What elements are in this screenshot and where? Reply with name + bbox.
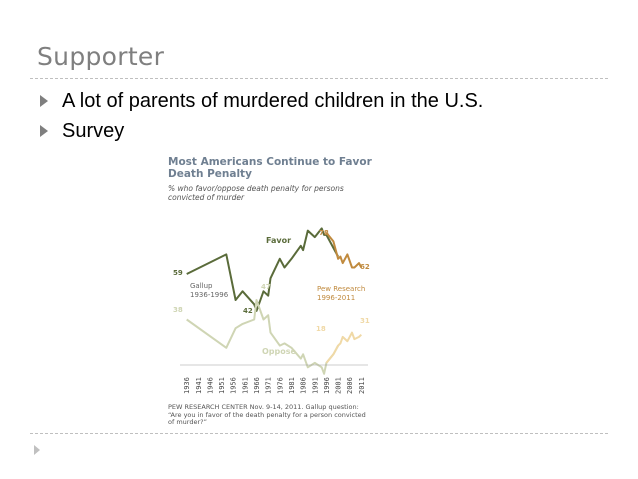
pew-label: Pew Research bbox=[317, 285, 366, 293]
x-tick-label: 1961 bbox=[241, 377, 250, 394]
x-tick-label: 1941 bbox=[194, 377, 203, 394]
series-line-4 bbox=[326, 333, 361, 363]
footer-divider bbox=[30, 433, 608, 434]
oppose-high-value: 47 bbox=[261, 283, 271, 291]
footer-arrow-icon bbox=[34, 445, 40, 455]
x-tick-label: 1946 bbox=[206, 377, 215, 394]
x-tick-label: 2001 bbox=[334, 377, 343, 394]
x-tick-label: 2006 bbox=[346, 377, 355, 394]
slide-title: Supporter bbox=[37, 42, 165, 71]
source-note-line: PEW RESEARCH CENTER Nov. 9-14, 2011. Gallup question: bbox=[168, 403, 359, 411]
favor-end-value: 62 bbox=[360, 263, 370, 271]
death-penalty-chart bbox=[168, 222, 380, 404]
figure-title-line1: Most Americans Continue to Favor bbox=[168, 156, 372, 168]
bullet-arrow-icon bbox=[40, 125, 48, 137]
title-divider bbox=[30, 78, 608, 79]
survey-figure bbox=[168, 156, 380, 432]
x-tick-label: 1956 bbox=[229, 377, 238, 394]
oppose-end-value: 31 bbox=[360, 317, 370, 325]
bullet-text: Survey bbox=[62, 119, 125, 142]
x-tick-label: 1971 bbox=[264, 377, 273, 394]
favor-label: Favor bbox=[266, 236, 292, 245]
figure-title-line2: Death Penalty bbox=[168, 168, 252, 180]
series-line-2 bbox=[187, 300, 338, 374]
pew-years-label: 1996-2011 bbox=[317, 294, 356, 302]
x-tick-label: 1976 bbox=[276, 377, 285, 394]
figure-subtitle: % who favor/oppose death penalty for persons convicted of murder bbox=[168, 184, 344, 202]
source-note-line: of murder?” bbox=[168, 418, 207, 426]
x-tick-label: 1991 bbox=[311, 377, 320, 394]
oppose-label: Oppose bbox=[262, 347, 296, 356]
figure-source-note bbox=[168, 404, 378, 427]
bullet-item bbox=[37, 116, 617, 146]
gallup-label: Gallup bbox=[190, 282, 213, 290]
gallup-years-label: 1936-1996 bbox=[190, 291, 229, 299]
favor-start-value: 59 bbox=[173, 269, 183, 277]
x-tick-label: 1936 bbox=[183, 377, 192, 394]
x-tick-label: 1981 bbox=[288, 377, 296, 394]
x-tick-label: 2011 bbox=[357, 377, 366, 394]
x-tick-label: 1986 bbox=[299, 377, 308, 394]
favor-low-value: 42 bbox=[243, 307, 253, 315]
oppose-start-value: 38 bbox=[173, 306, 183, 314]
oppose-low-value: 18 bbox=[316, 325, 326, 333]
source-note-line: “Are you in favor of the death penalty for a person convicted bbox=[168, 410, 366, 419]
figure-title bbox=[168, 156, 380, 180]
x-tick-label: 1996 bbox=[322, 377, 331, 394]
bullet-item bbox=[37, 86, 617, 116]
x-tick-label: 1966 bbox=[253, 377, 261, 394]
bullet-list bbox=[37, 86, 617, 146]
favor-peak-value: 78 bbox=[319, 229, 329, 237]
series-line-3 bbox=[326, 233, 361, 268]
bullet-text: A lot of parents of murdered children in the U.S. bbox=[62, 89, 484, 112]
x-tick-label: 1951 bbox=[218, 377, 227, 394]
bullet-arrow-icon bbox=[40, 95, 48, 107]
